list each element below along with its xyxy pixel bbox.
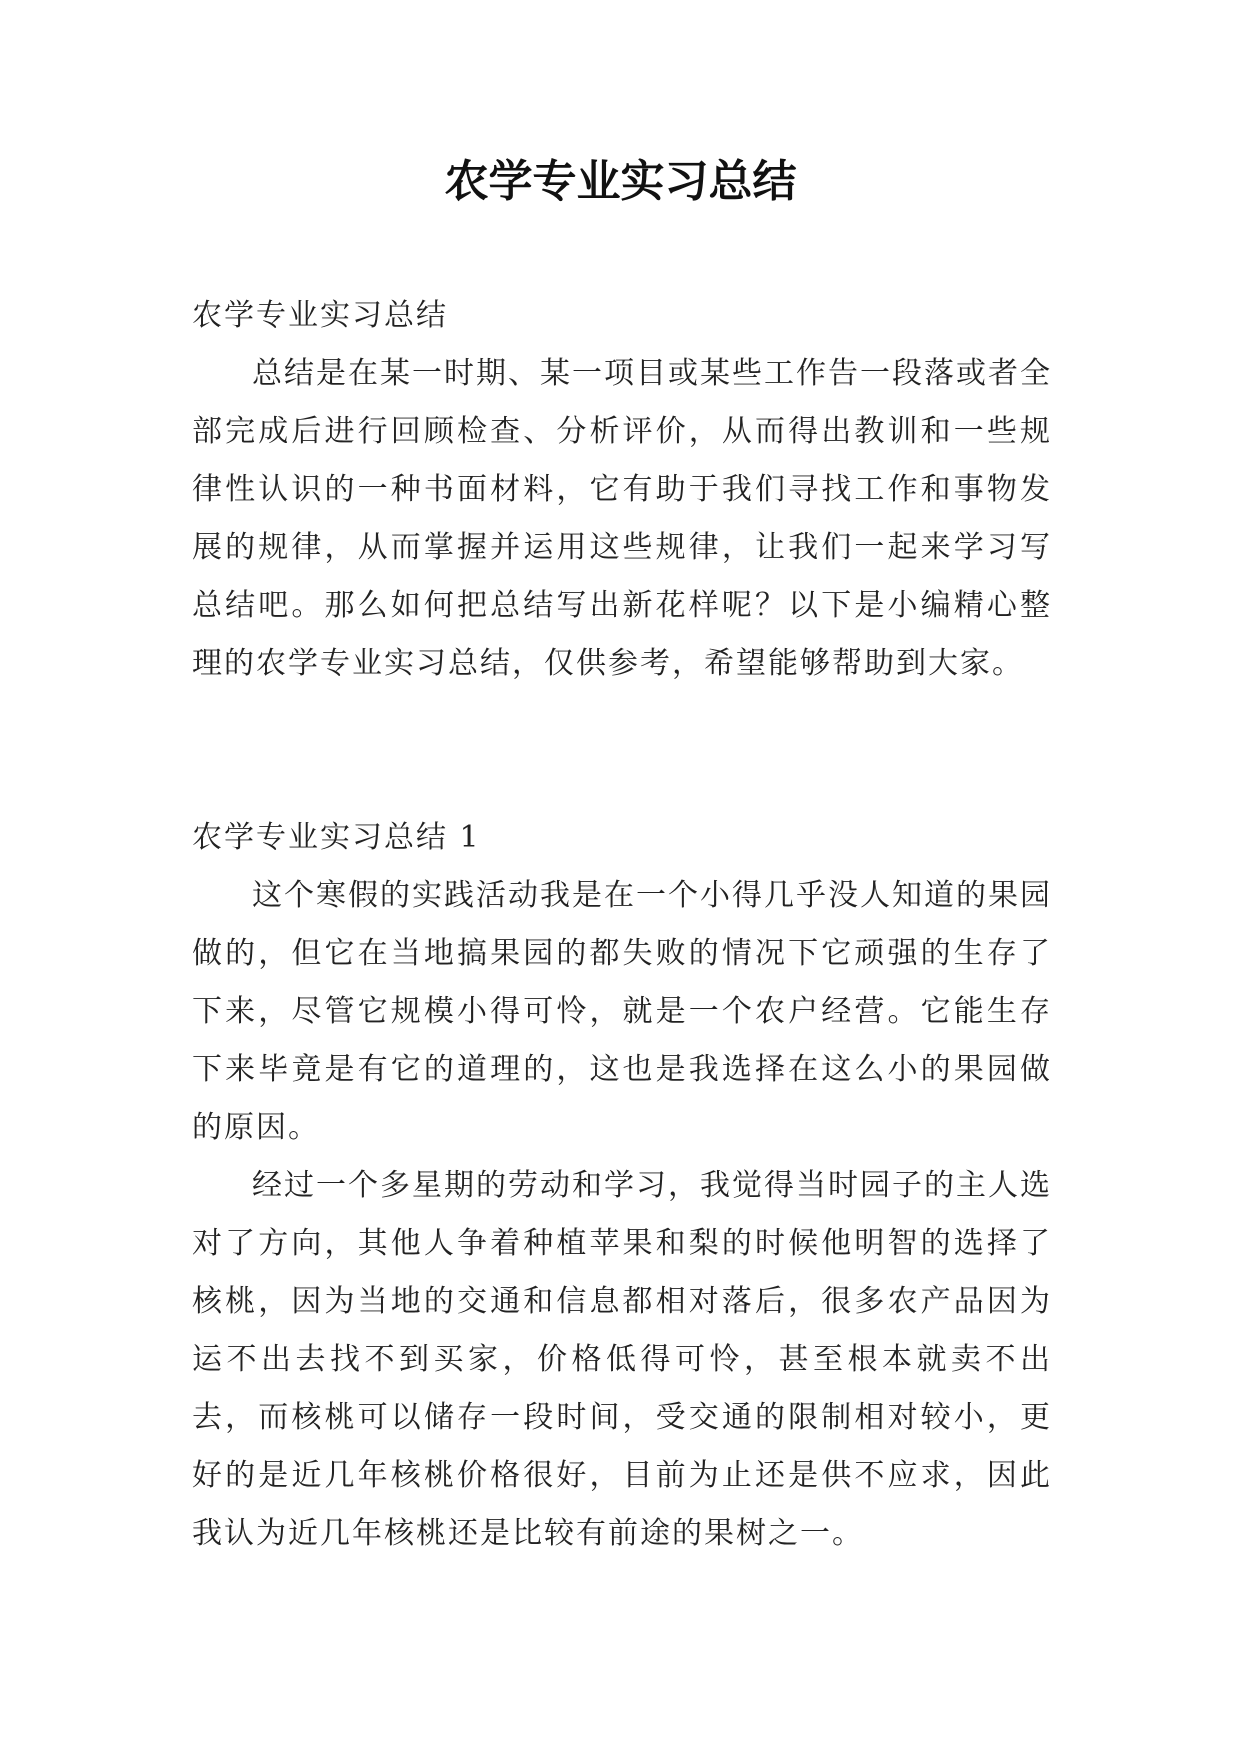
document-body [192,287,1052,1563]
section-1-paragraph-1: 这个寒假的实践活动我是在一个小得几乎没人知道的果园做的，但它在当地搞果园的都失败的情况下它顽强的生存了下来，尽管它规模小得可怜，就是一个农户经营。它能生存下来毕竟是有它的道理的，这也是我选择在这么小的果园做的原因。 [192,878,1052,1145]
intro-paragraph: 总结是在某一时期、某一项目或某些工作告一段落或者全部完成后进行回顾检查、分析评价，从而得出教训和一些规律性认识的一种书面材料，它有助于我们寻找工作和事物发展的规律，从而掌握并运用这些规律，让我们一起来学习写总结吧。那么如何把总结写出新花样呢？以下是小编精心整理的农学专业实习总结，仅供参考，希望能够帮助到大家。 [192,356,1052,681]
document-title: 农学专业实习总结 [444,156,797,207]
intro-heading: 农学专业实习总结 [192,298,448,333]
section-1-heading: 农学专业实习总结 1 [192,820,481,855]
section-spacer [192,693,1052,809]
section-1-paragraph-2: 经过一个多星期的劳动和学习，我觉得当时园子的主人选对了方向，其他人争着种植苹果和梨的时候他明智的选择了核桃，因为当地的交通和信息都相对落后，很多农产品因为运不出去找不到买家，价格低得可怜，甚至根本就卖不出去，而核桃可以储存一段时间，受交通的限制相对较小，更好的是近几年核桃价格很好，目前为止还是供不应求，因此我认为近几年核桃还是比较有前途的果树之一。 [192,1168,1052,1551]
